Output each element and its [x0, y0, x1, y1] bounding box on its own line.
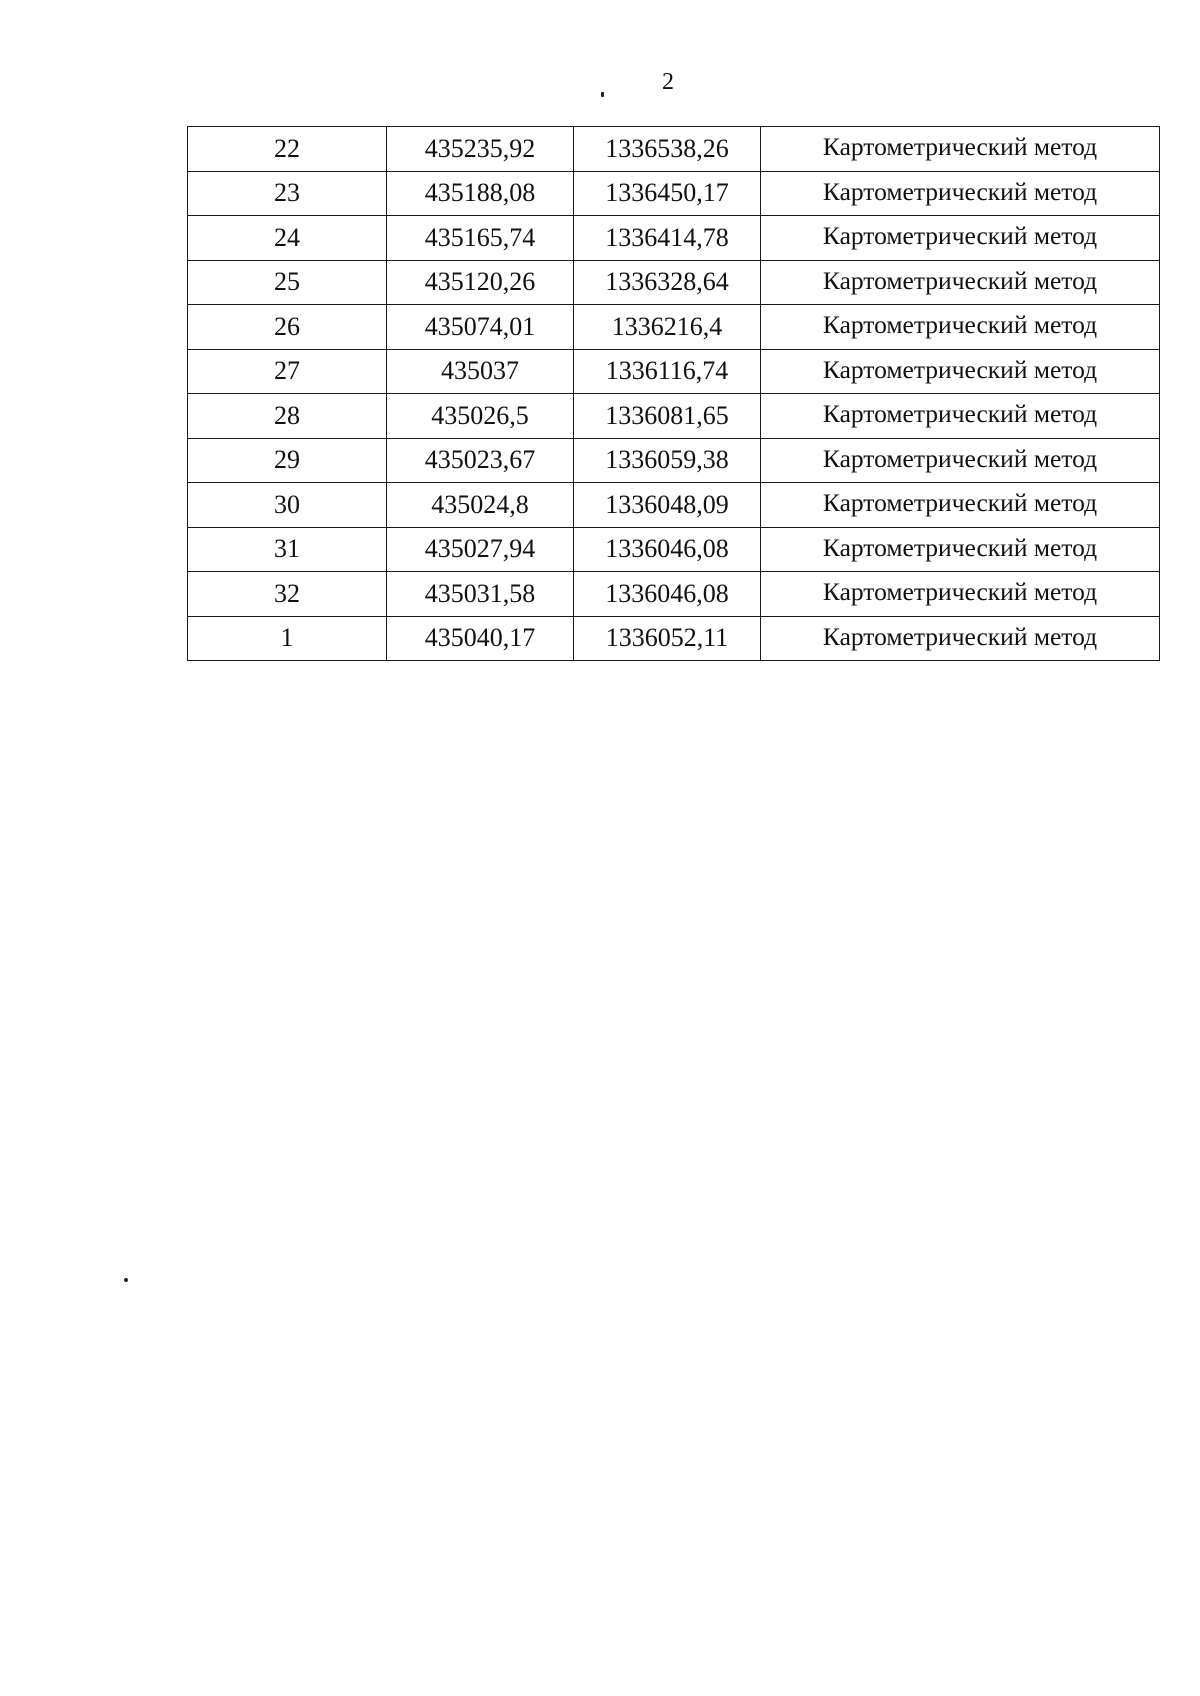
method-cell: Картометрический метод: [761, 394, 1160, 439]
x-coordinate-cell: 435040,17: [387, 616, 574, 661]
method-cell: Картометрический метод: [761, 260, 1160, 305]
method-cell: Картометрический метод: [761, 438, 1160, 483]
table-row: [188, 260, 1160, 305]
table-row: [188, 216, 1160, 261]
point-number-cell: 28: [188, 394, 387, 439]
method-cell: Картометрический метод: [761, 616, 1160, 661]
table-row: [188, 305, 1160, 350]
y-coordinate-cell: 1336116,74: [574, 349, 761, 394]
x-coordinate-cell: 435023,67: [387, 438, 574, 483]
y-coordinate-cell: 1336414,78: [574, 216, 761, 261]
table-row: [188, 394, 1160, 439]
coordinates-table: [187, 126, 1160, 661]
x-coordinate-cell: 435026,5: [387, 394, 574, 439]
point-number-cell: 25: [188, 260, 387, 305]
y-coordinate-cell: 1336052,11: [574, 616, 761, 661]
table-row: [188, 483, 1160, 528]
table-row: [188, 572, 1160, 617]
point-number-cell: 27: [188, 349, 387, 394]
y-coordinate-cell: 1336046,08: [574, 527, 761, 572]
x-coordinate-cell: 435074,01: [387, 305, 574, 350]
point-number-cell: 31: [188, 527, 387, 572]
method-cell: Картометрический метод: [761, 572, 1160, 617]
page-number: 2: [662, 69, 674, 95]
point-number-cell: 24: [188, 216, 387, 261]
y-coordinate-cell: 1336216,4: [574, 305, 761, 350]
table-row: [188, 527, 1160, 572]
method-cell: Картометрический метод: [761, 216, 1160, 261]
scan-speck: [601, 92, 604, 97]
x-coordinate-cell: 435235,92: [387, 127, 574, 172]
y-coordinate-cell: 1336450,17: [574, 171, 761, 216]
scan-speck: [124, 1278, 128, 1282]
point-number-cell: 30: [188, 483, 387, 528]
x-coordinate-cell: 435031,58: [387, 572, 574, 617]
point-number-cell: 29: [188, 438, 387, 483]
y-coordinate-cell: 1336538,26: [574, 127, 761, 172]
x-coordinate-cell: 435037: [387, 349, 574, 394]
method-cell: Картометрический метод: [761, 349, 1160, 394]
method-cell: Картометрический метод: [761, 483, 1160, 528]
method-cell: Картометрический метод: [761, 171, 1160, 216]
table-row: [188, 127, 1160, 172]
table-row: [188, 349, 1160, 394]
y-coordinate-cell: 1336059,38: [574, 438, 761, 483]
method-cell: Картометрический метод: [761, 127, 1160, 172]
x-coordinate-cell: 435188,08: [387, 171, 574, 216]
table-row: [188, 616, 1160, 661]
y-coordinate-cell: 1336046,08: [574, 572, 761, 617]
method-cell: Картометрический метод: [761, 527, 1160, 572]
point-number-cell: 1: [188, 616, 387, 661]
table-row: [188, 171, 1160, 216]
point-number-cell: 32: [188, 572, 387, 617]
table-row: [188, 438, 1160, 483]
method-cell: Картометрический метод: [761, 305, 1160, 350]
point-number-cell: 23: [188, 171, 387, 216]
y-coordinate-cell: 1336081,65: [574, 394, 761, 439]
x-coordinate-cell: 435165,74: [387, 216, 574, 261]
coordinates-table-body: [188, 127, 1160, 661]
y-coordinate-cell: 1336048,09: [574, 483, 761, 528]
y-coordinate-cell: 1336328,64: [574, 260, 761, 305]
point-number-cell: 26: [188, 305, 387, 350]
x-coordinate-cell: 435027,94: [387, 527, 574, 572]
x-coordinate-cell: 435024,8: [387, 483, 574, 528]
x-coordinate-cell: 435120,26: [387, 260, 574, 305]
point-number-cell: 22: [188, 127, 387, 172]
